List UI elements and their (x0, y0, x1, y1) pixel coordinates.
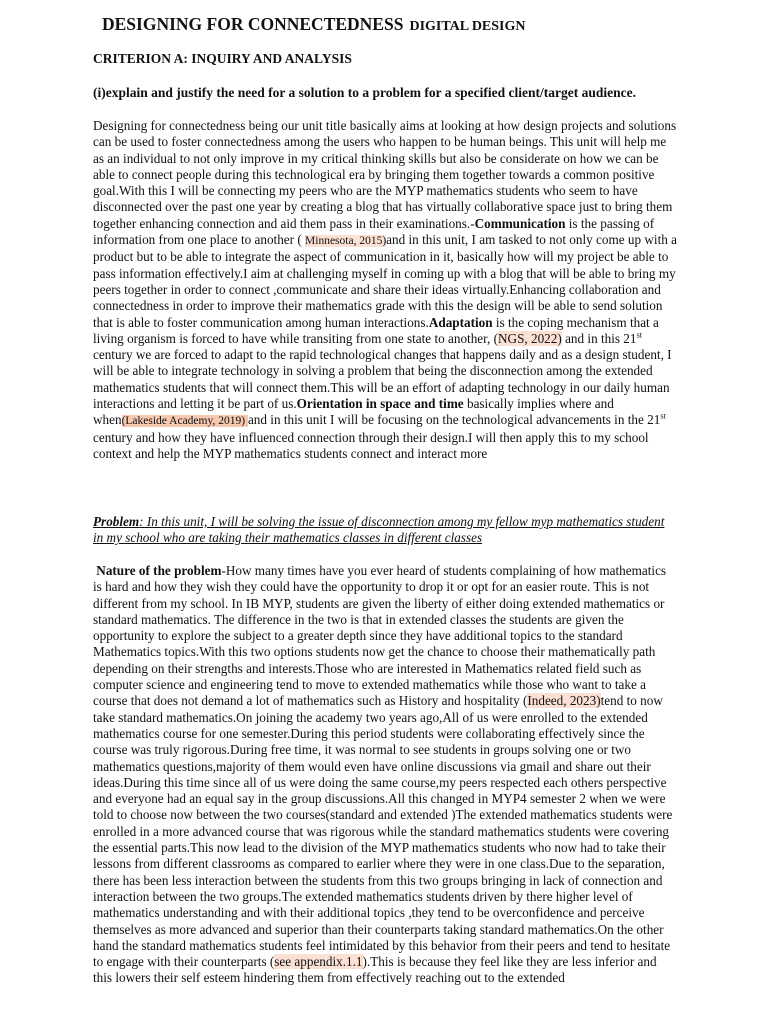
nature-text: ).This is because they feel like they are less inferior and this lowers their self esteem hindering them from effectively reaching out to the extended (93, 954, 657, 986)
intro-text: Designing for connectedness being our unit title basically aims at looking at how design projects and solutions can be used to foster connectedness among the users who happen to be human beings. This unit will help me as an individual to not only improve in my critical thinking skills but also be considerate on how we can be able to connect people during this technological era by bringing them together towards a common positive goal.With this I will be connecting my peers who are the MYP mathematics students who seem to have disconnected over the past one year by creating a blog that has virtually collaborative space just to bring them together enhancing connection and aid them pass in their examinations.- (93, 118, 677, 231)
criterion-heading: CRITERION A: INQUIRY AND ANALYSIS (93, 51, 352, 66)
intro-text: is the passing of information from one place to another ( (93, 215, 655, 248)
problem-text: : In this unit, I will be solving the issue of disconnection among my fellow myp mathematics student in my school who are taking their mathematics classes in different classes (93, 514, 665, 546)
citation: see appendix.1.1 (274, 954, 363, 970)
objective-heading: (i)explain and justify the need for a solution to a problem for a specified client/target audience. (93, 85, 636, 100)
problem-statement (93, 514, 677, 547)
intro-paragraph (93, 118, 677, 462)
intro-text: and in this unit, I am tasked to not only come up with a product but to be able to integrate the aspect of communication in it, basically how will my project be able to pass information effectively.I aim at challenging myself in coming up with a blog that will be able to bring my peers together in order to connect ,communicate and share their ideas virtually.Enhancing collaboration and connectedness in order to improve their mathematics grade with this the design will be able to send solution that is able to foster communication among human interactions. (93, 232, 677, 330)
intro-text: basically implies where and when (93, 396, 614, 428)
citation: (Lakeside Academy, 2019) (121, 415, 248, 428)
superscript: st (660, 410, 666, 421)
citation: NGS, 2022) (498, 330, 562, 346)
intro-text: century and how they have influenced connection through their design.I will then apply this to my school context and help the MYP mathematics students connect and interact more (93, 429, 649, 461)
document-title (102, 14, 526, 35)
intro-text: century we are forced to adapt to the rapid technological changes that happens daily and as a design student, I will be able to integrate technology in solving a problem that being the disconnection among the extended mathematics students that will connect them.This will be an effort of adapting technology in our daily human interactions and letting it be part of us. (93, 347, 672, 412)
keyword-adaptation: Adaptation (428, 314, 493, 330)
citation: Minnesota, 2015) (305, 235, 387, 248)
keyword-communication: Communication (474, 215, 566, 231)
nature-label: Nature of the problem (96, 563, 222, 578)
problem-label: Problem (93, 514, 140, 529)
intro-text: and in this unit I will be focusing on the technological advancements in the 21 (247, 412, 661, 428)
nature-paragraph (93, 563, 677, 987)
nature-text: -How many times have you ever heard of students complaining of how mathematics is hard and how they wish they could have the opportunity to drop it or opt for an easier route. This is not different from my school. In IB MYP, students are given the liberty of either doing extended mathematics or standard mathematics. The difference in the two is that in extended classes the students are given the opportunity to explore the subject to a greater depth since they have additional topics to the standard Mathematics topics.With this two options students now get the chance to choose their mathematically path depending on their strengths and interests.Those who are interested in Mathematics related field such as computer science and engineering tend to move to extended mathematics while those who want to take a course that does not demand a lot of mathematics such as History and hospitality ( (93, 563, 667, 709)
intro-text: and in this 21 (561, 330, 637, 346)
keyword-orientation: Orientation in space and time (296, 396, 464, 412)
superscript: st (636, 329, 643, 340)
citation: Indeed, 2023) (527, 693, 601, 709)
unit-title: DESIGNING FOR CONNECTEDNESS (102, 14, 404, 34)
nature-text: tend to now take standard mathematics.On joining the academy two years ago,All of us were enrolled to the extended mathematics course for one semester.During this period students were collaborating effectively since the course was truly rigorous.During free time, it was normal to see students in groups solving one or two mathematics questions,majority of them would even have online discussions via gmail and share out their ideas.During this time since all of us were doing the same course,my peers respected each others perspective and everyone had an equal say in the group discussions.All this changed in MYP4 semester 2 when we were told to choose now between the two courses(standard and extended )The extended mathematics students were enrolled in a more advanced course that was rigorous while the standard mathematics students were covering the essential parts.This now lead to the division of the MYP mathematics students who now had to take their lessons from different classrooms as compared to earlier where they were in one class.Due to the separation, there has been less interaction between the students from this two groups bringing in lack of connection and interaction between the two groups.The extended mathematics students driven by there higher level of mathematics understanding and with their additional topics ,they tend to be overconfidence and perceive themselves as more advanced and superior than their counterparts taking standard mathematics.On the other hand the standard mathematics students feel intimidated by this behavior from their peers and tend to hesitate to engage with their counterparts ( (93, 693, 673, 970)
subject-title: DIGITAL DESIGN (409, 19, 526, 34)
intro-text: is the coping mechanism that a living organism is forced to have while transiting from one state to another, ( (93, 314, 659, 346)
